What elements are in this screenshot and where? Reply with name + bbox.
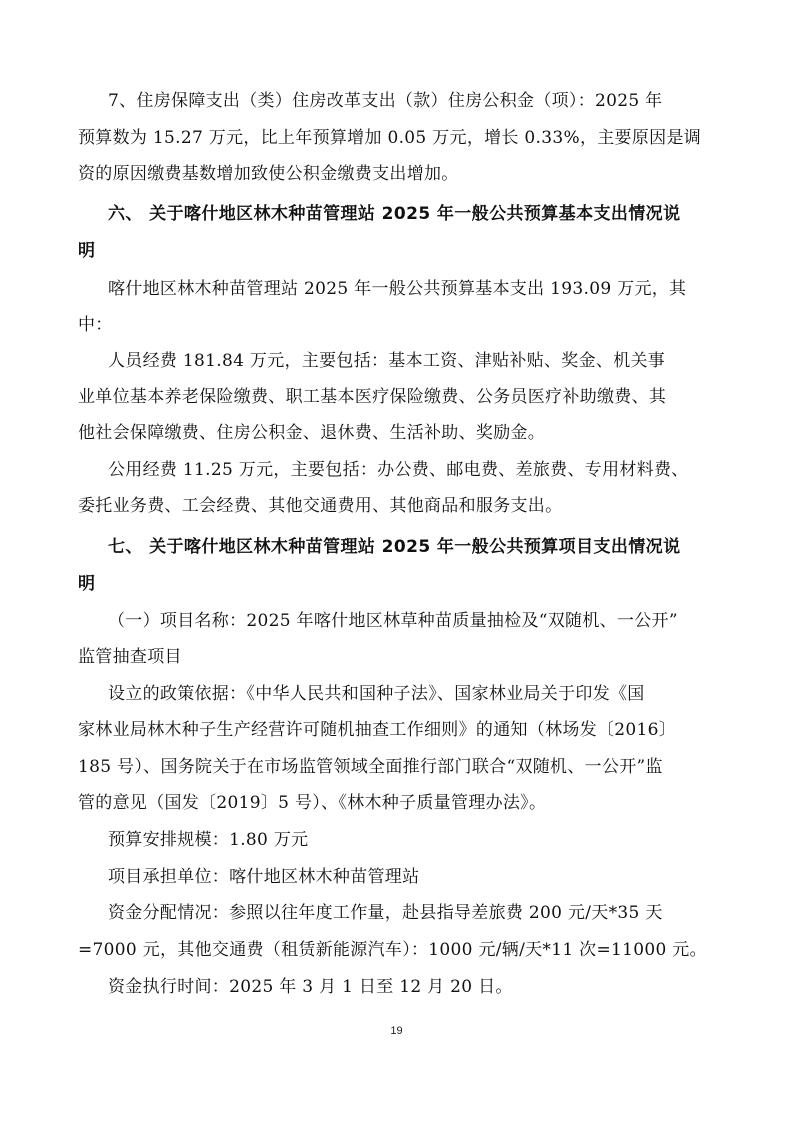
section-heading: 明 [78, 574, 96, 594]
paragraph-line: 资金执行时间：2025 年 3 月 1 日至 12 月 20 日。 [108, 977, 513, 997]
paragraph-line: =7000 元，其他交通费（租赁新能源汽车）：1000 元/辆/天*11 次=11000 元。 [78, 940, 707, 960]
paragraph-line: 监管抽查项目 [78, 647, 182, 667]
paragraph-line: 资的原因缴费基数增加致使公积金缴费支出增加。 [78, 164, 459, 184]
paragraph-line: 业单位基本养老保险缴费、职工基本医疗保险缴费、公务员医疗补助缴费、其 [78, 387, 667, 407]
paragraph-line: 185 号）、国务院关于在市场监管领域全面推行部门联合“双随机、一公开”监 [78, 757, 663, 777]
page-number: 19 [390, 1025, 403, 1037]
paragraph-line: 7、住房保障支出（类）住房改革支出（款）住房公积金（项）：2025 年 [108, 91, 663, 111]
paragraph-line: 设立的政策依据：《中华人民共和国种子法》、国家林业局关于印发《国 [108, 684, 645, 704]
paragraph-line: 项目承担单位：喀什地区林木种苗管理站 [108, 867, 420, 887]
paragraph-line: 人员经费 181.84 万元，主要包括：基本工资、津贴补贴、奖金、机关事 [108, 351, 666, 371]
paragraph-line: 委托业务费、工会经费、其他交通费用、其他商品和服务支出。 [78, 496, 563, 516]
section-heading: 明 [78, 241, 96, 261]
paragraph-line: 家林业局林木种子生产经营许可随机抽查工作细则》的通知（林场发〔2016〕 [78, 720, 677, 740]
section-heading: 七、 关于喀什地区林木种苗管理站 2025 年一般公共预算项目支出情况说 [108, 537, 681, 557]
paragraph-line: 公用经费 11.25 万元，主要包括：办公费、邮电费、差旅费、专用材料费、 [108, 460, 689, 480]
section-heading: 六、 关于喀什地区林木种苗管理站 2025 年一般公共预算基本支出情况说 [108, 204, 681, 224]
paragraph-line: 喀什地区林木种苗管理站 2025 年一般公共预算基本支出 193.09 万元，其 [108, 279, 687, 299]
paragraph-line: （一）项目名称：2025 年喀什地区林草种苗质量抽检及“双随机、一公开” [108, 611, 678, 631]
paragraph-line: 预算安排规模：1.80 万元 [108, 830, 309, 850]
paragraph-line: 预算数为 15.27 万元，比上年预算增加 0.05 万元，增长 0.33%，主要原因是调 [78, 128, 702, 148]
paragraph-line: 他社会保障缴费、住房公积金、退休费、生活补助、奖励金。 [78, 423, 546, 443]
paragraph-line: 管的意见（国发〔2019〕5 号）、《林木种子质量管理办法》。 [78, 793, 547, 813]
paragraph-line: 中： [78, 315, 113, 335]
paragraph-line: 资金分配情况：参照以往年度工作量，赴县指导差旅费 200 元/天*35 天 [108, 903, 663, 923]
